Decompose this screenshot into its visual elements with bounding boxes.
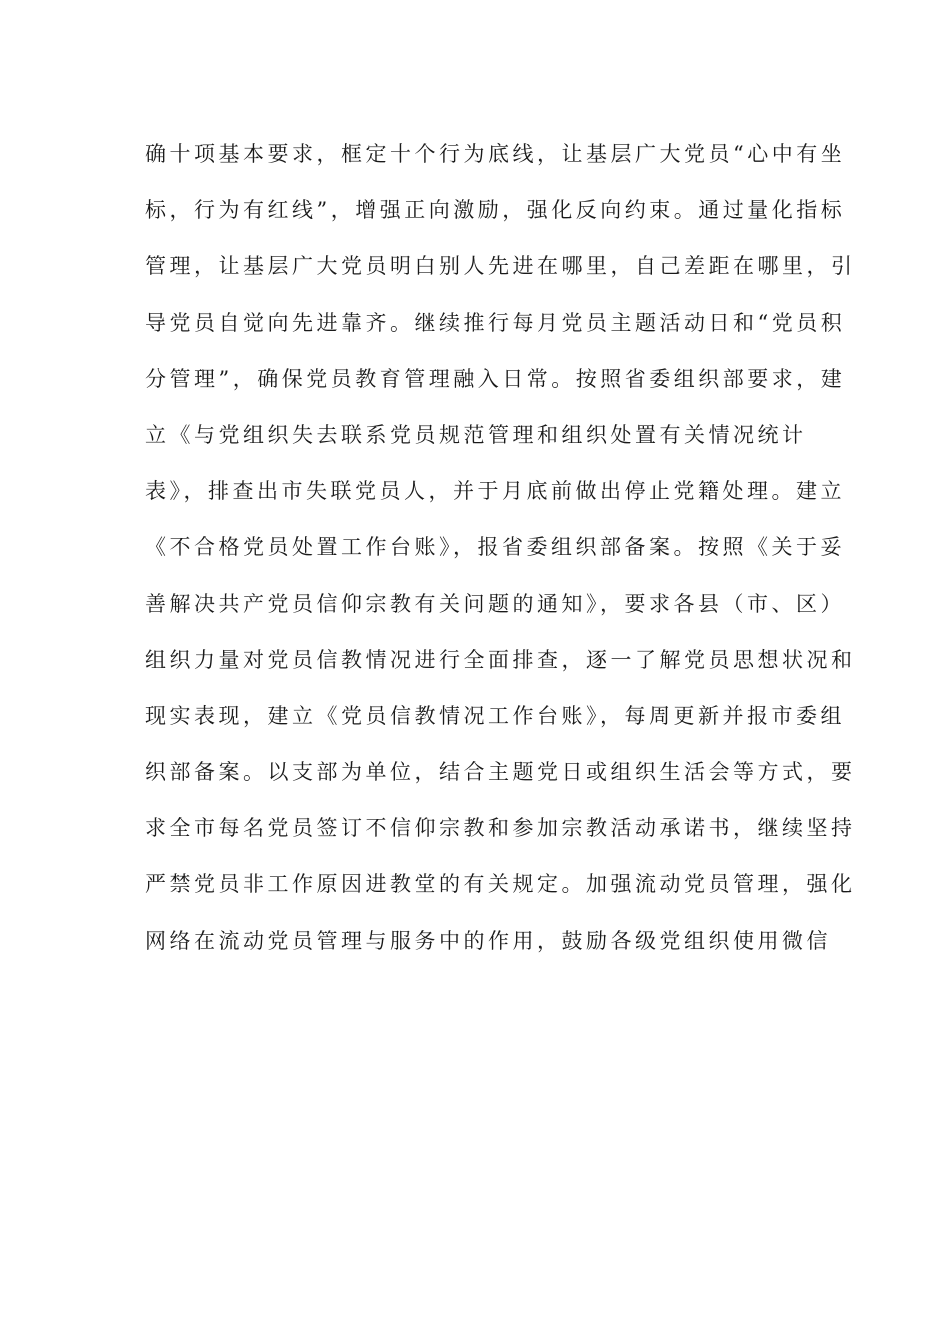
text-line-9: 善解决共产党员信仰宗教有关问题的通知》，要求各县（市、区） <box>145 591 845 616</box>
text-line-12: 织部备案。以支部为单位，结合主题党日或组织生活会等方式，要 <box>145 760 856 785</box>
text-line-2: 标，行为有红线”，增强正向激励，强化反向约束。通过量化指标 <box>145 198 846 223</box>
text-line-14: 严禁党员非工作原因进教堂的有关规定。加强流动党员管理，强化 <box>145 872 856 897</box>
text-line-5: 分管理”，确保党员教育管理融入日常。按照省委组织部要求，建 <box>145 366 846 391</box>
text-line-13: 求全市每名党员签订不信仰宗教和参加宗教活动承诺书，继续坚持 <box>145 816 856 841</box>
text-line-7: 表》，排查出市失联党员人，并于月底前做出停止党籍处理。建立 <box>145 479 845 504</box>
text-line-3: 管理，让基层广大党员明白别人先进在哪里，自己差距在哪里，引 <box>145 254 856 279</box>
body-text <box>145 126 856 969</box>
text-line-6: 立《与党组织失去联系党员规范管理和组织处置有关情况统计 <box>145 422 807 447</box>
text-line-15: 网络在流动党员管理与服务中的作用，鼓励各级党组织使用微信 <box>145 928 831 953</box>
text-line-10: 组织力量对党员信教情况进行全面排查，逐一了解党员思想状况和 <box>145 647 856 672</box>
text-line-11: 现实表现，建立《党员信教情况工作台账》，每周更新并报市委组 <box>145 703 845 728</box>
text-line-8: 《不合格党员处置工作台账》，报省委组织部备案。按照《关于妥 <box>145 535 845 560</box>
text-line-1: 确十项基本要求，框定十个行为底线，让基层广大党员“心中有坐 <box>145 142 846 166</box>
text-line-4: 导党员自觉向先进靠齐。继续推行每月党员主题活动日和“党员积 <box>145 310 846 335</box>
